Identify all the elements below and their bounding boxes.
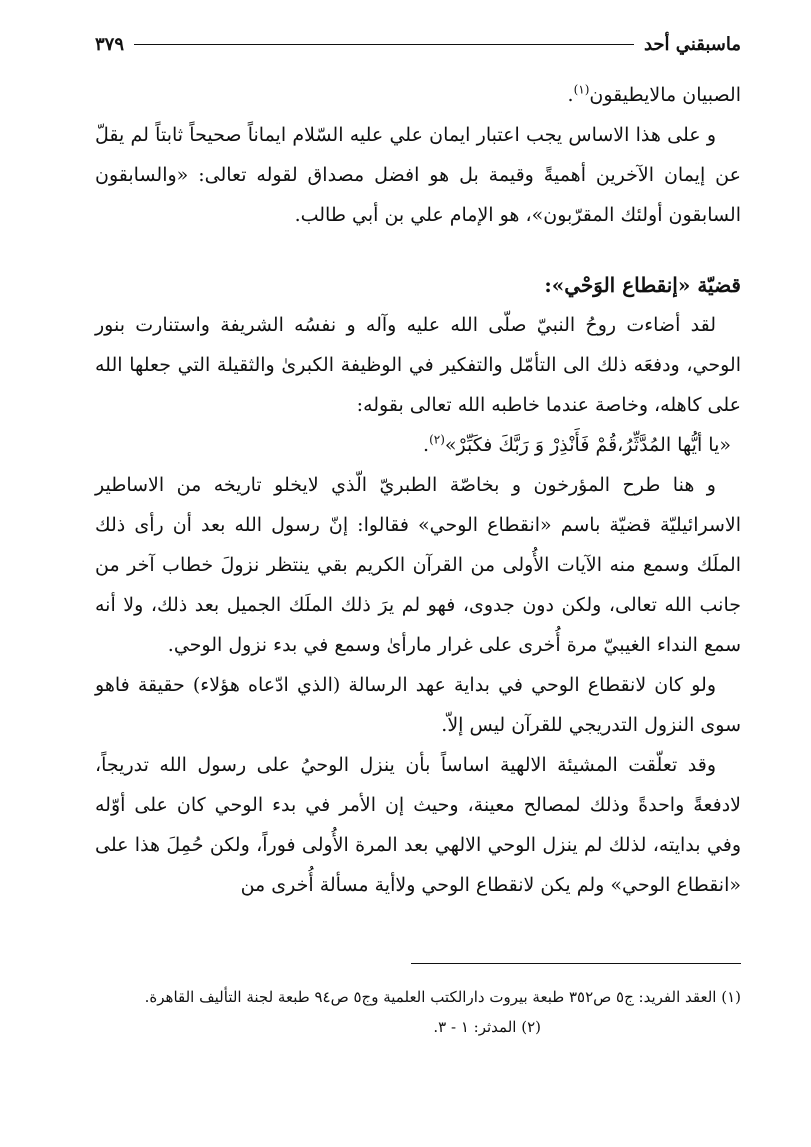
- continued-line-text: الصبيان مالايطيقون: [589, 84, 741, 106]
- paragraph-4: ولو كان لانقطاع الوحي في بداية عهد الرسالة (الذي ادّعاه هؤلاء) حقيقة فاهو سوى النزول التدريجي للقرآن ليس إلاّ.: [95, 674, 741, 736]
- quran-verse: «يا أيُّها المُدَّثِّرُ،قُمْ فَأَنْذِرْ وَ رَبَّكَ فكَبِّرْ»$^{(٢)}$.: [423, 432, 731, 456]
- footnote-ref-1: (١): [573, 82, 590, 97]
- book-title: ماسبقني أحد: [643, 33, 741, 55]
- running-header: [95, 24, 741, 64]
- header-rule: [134, 44, 634, 45]
- continued-line: الصبيان مالايطيقون$^{(١)}$.: [567, 82, 741, 106]
- paragraph-5: وقد تعلّقت المشيئة الالهية اساساً بأن ينزل الوحيُ على رسول الله تدريجاً، لادفعةً واحدةً وذلك لمصالح معينة، وحيث إن الأمر في بدء الوحي كان على أوّله وفي بدايته، لذلك لم ينزل الوحي الالهي بعد المرة الأُولى فوراً، ولكن حُمِلَ هذا على «انقطاع الوحي» ولم يكن لانقطاع الوحي ولاأية مسألة أُخرى من: [95, 754, 741, 896]
- paragraph-1: و على هذا الاساس يجب اعتبار ايمان علي عليه السّلام ايماناً صحيحاً ثابتاً لم يقلّ عن إيمان الآخرين أهميةً وقيمة بل هو افضل مصداق لقوله تعالى: «والسابقون السابقون أولئك المقرّبون»، هو الإمام علي بن أبي طالب.: [95, 124, 741, 226]
- paragraph-3: و هنا طرح المؤرخون و بخاصّة الطبريّ الّذي لايخلو تاريخه من الاساطير الاسرائيليّة قضيّة باسم «انقطاع الوحي» فقالوا: إنّ رسول الله بعد أن رأى ذلك الملَك وسمع منه الآيات الأُولى من القرآن الكريم بقي ينتظر نزولَ خطاب آخر من جانب الله تعالى، ولكن دون جدوى، فهو لم يرَ ذلك الملَك الجميل بعد ذلك، ولا أنه سمع النداء الغيبيّ مرة أُخرى على غرار مارأىٰ وسمع في بدء نزول الوحي.: [95, 474, 741, 656]
- main-text: [95, 75, 741, 905]
- footnote-2: (٢) المدثر: ١ - ٣.: [433, 1018, 541, 1036]
- section-heading: قضيّة «إنقطاع الوَحْي»:: [544, 273, 741, 297]
- footnote-rule: [411, 963, 741, 964]
- footnotes: [95, 982, 741, 1042]
- paragraph-2: لقد أضاءت روحُ النبيّ صلّى الله عليه وآله و نفسُه الشريفة واستنارت بنور الوحي، ودفعَه ذلك الى التأمّل والتفكير في الوظيفة الكبرىٰ والثقيلة التي جعلها الله على كاهله، وخاصة عندما خاطبه الله تعالى بقوله:: [95, 314, 741, 416]
- page-number: ٣٧٩: [95, 33, 125, 55]
- footnote-ref-2: (٢): [429, 432, 445, 447]
- footnote-1: (١) العقد الفريد: ج٥ ص٣٥٢ طبعة بيروت دارالكتب العلمية وج٥ ص٩٤ طبعة لجنة التأليف القاهرة.: [144, 988, 741, 1006]
- section-gap: [95, 235, 741, 265]
- quran-verse-text: «يا أيُّها المُدَّثِّرُ،قُمْ فَأَنْذِرْ وَ رَبَّكَ فكَبِّرْ»: [444, 434, 731, 456]
